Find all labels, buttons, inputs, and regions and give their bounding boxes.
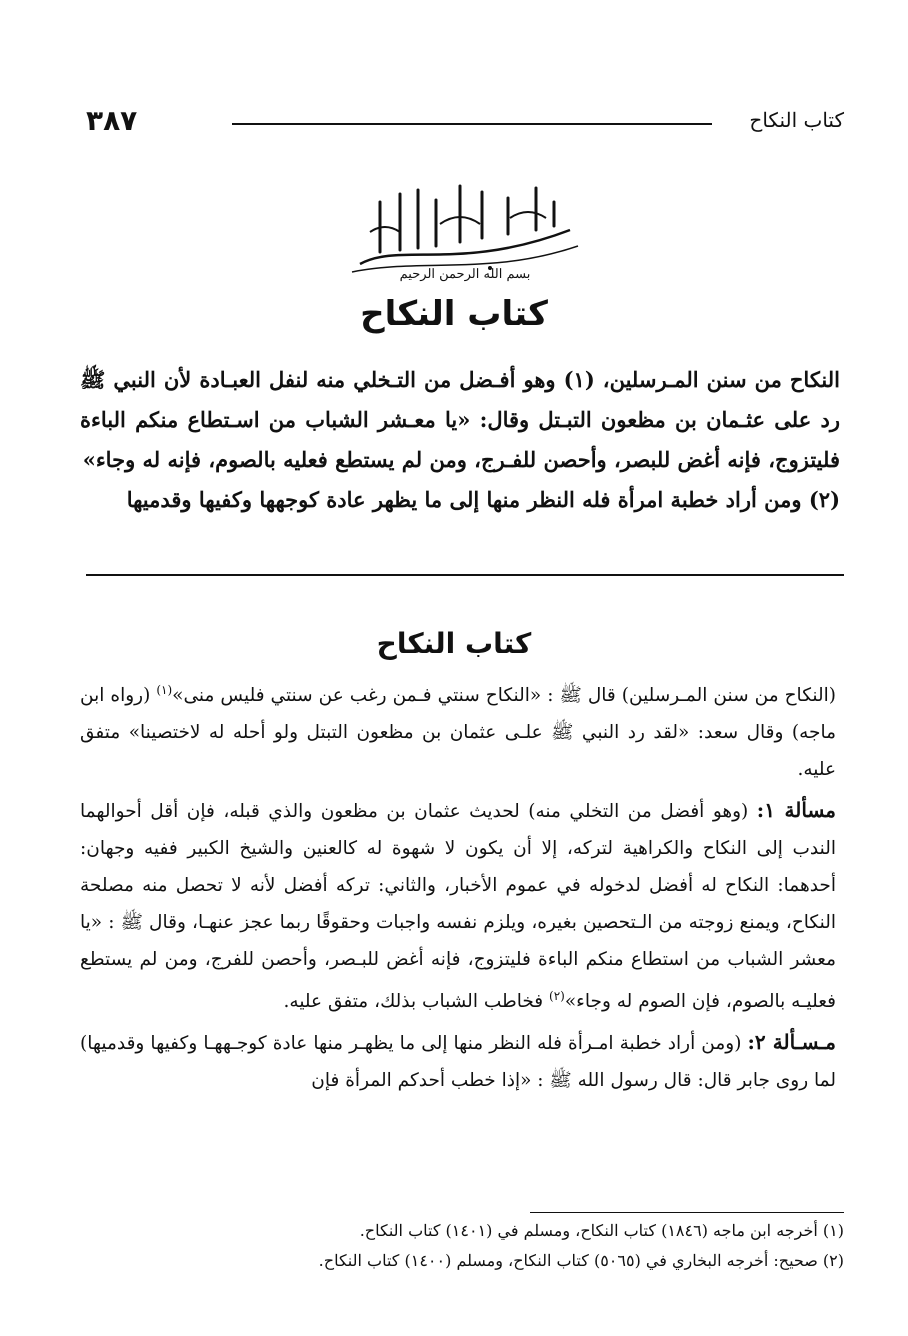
- matn-paragraph: النكاح من سنن المـرسلين، (١) وهو أفـضل من التـخلي منه لنفل العبـادة لأن النبي ﷺ رد على عثـمان بن مظعون التبـتل وقال: «يا معـشر الشباب من اسـتطاع منكم الباءة فليتزوج، فإنه أغض للبصر، وأحصن للفـرج، ومن لم يستطع فعليه بالصوم، فإنه له وجاء»: [80, 367, 840, 472]
- commentary-title: كتاب النكاح: [376, 627, 532, 660]
- page-number: ٣٨٧: [86, 104, 138, 137]
- masala-label: مسألة ١:: [756, 798, 836, 823]
- commentary-text: [80, 672, 844, 1103]
- footnote: (٢) صحيح: أخرجه البخاري في (٥٠٦٥) كتاب النكاح، ومسلم (١٤٠٠) كتاب النكاح.: [318, 1251, 844, 1270]
- masala-label: مـسـألة ٢:: [747, 1030, 836, 1055]
- running-header-title: كتاب النكاح: [749, 108, 844, 132]
- basmala-text: بسم الله الرحمن الرحيم: [399, 267, 531, 282]
- masala-paragraph: [80, 792, 844, 1020]
- footnote-ref: (١): [156, 683, 173, 697]
- running-header: [84, 104, 844, 144]
- commentary-text-run: (ومن أراد خطبة امـرأة فله النظر منها إلى ما يظهـر منها عادة كوجـههـا وكفيها وقدميها) لما روى جابر قال: قال رسول الله ﷺ : «إذا خطب أحدكم المرأة فإن: [80, 1033, 836, 1092]
- header-rule: [232, 123, 712, 125]
- section-divider: [86, 574, 844, 576]
- matn-paragraph: (٢) ومن أراد خطبة امرأة فله النظر منها إلى ما يظهر عادة كوجهها وكفيها وقدميها: [126, 487, 840, 512]
- commentary-text-run: (رواه ابن ماجه) وقال سعد: «لقد رد النبي ﷺ علـى عثمان بن مظعون التبتل ولو أحله له لاختصينا» متفق عليه.: [80, 685, 836, 781]
- commentary-text-run: (وهو أفضل من التخلي منه) لحديث عثمان بن مظعون والذي قبله، فإن أقل أحوالهما الندب إلى النكاح والكراهية لتركه، إلا أن يكون لا شهوة له كالعنين والشيخ الكبير ففيه وجهان: أحدهما: النكاح له أفضل لدخوله في عموم الأخبار، والثاني: تركه أفضل لأنه لا تحصل منه مصلحة النكاح، ويمنع زوجته من الـتحصين بغيره، ويلزم نفسه واجبات وحقوقًا ربما عجز عنهـا، وقال ﷺ : «يا معشر الشباب من استطاع منكم الباءة فليتزوج، فإنه أغض للبـصر، وأحصن للفرج، ومن لم يستطع فعليـه بالصوم، فإن الصوم له وجاء»: [80, 801, 836, 1013]
- commentary-paragraph: [80, 672, 844, 788]
- chapter-title: كتاب النكاح: [360, 294, 548, 334]
- footnote-rule: [530, 1212, 844, 1213]
- basmala-calligraphy: [340, 172, 590, 282]
- footnote-ref: (٢): [549, 989, 565, 1004]
- footnotes: [80, 1216, 844, 1276]
- footnote: (١) أخرجه ابن ماجه (١٨٤٦) كتاب النكاح، ومسلم في (١٤٠١) كتاب النكاح.: [359, 1221, 844, 1240]
- masala-paragraph: [80, 1024, 844, 1099]
- matn-text: [80, 360, 840, 520]
- commentary-text-run: (النكاح من سنن المـرسلين) قال ﷺ : «النكاح سنتي فـمن رغب عن سنتي فليس منى»: [172, 685, 836, 707]
- commentary-text-run: فخاطب الشباب بذلك، متفق عليه.: [283, 991, 550, 1013]
